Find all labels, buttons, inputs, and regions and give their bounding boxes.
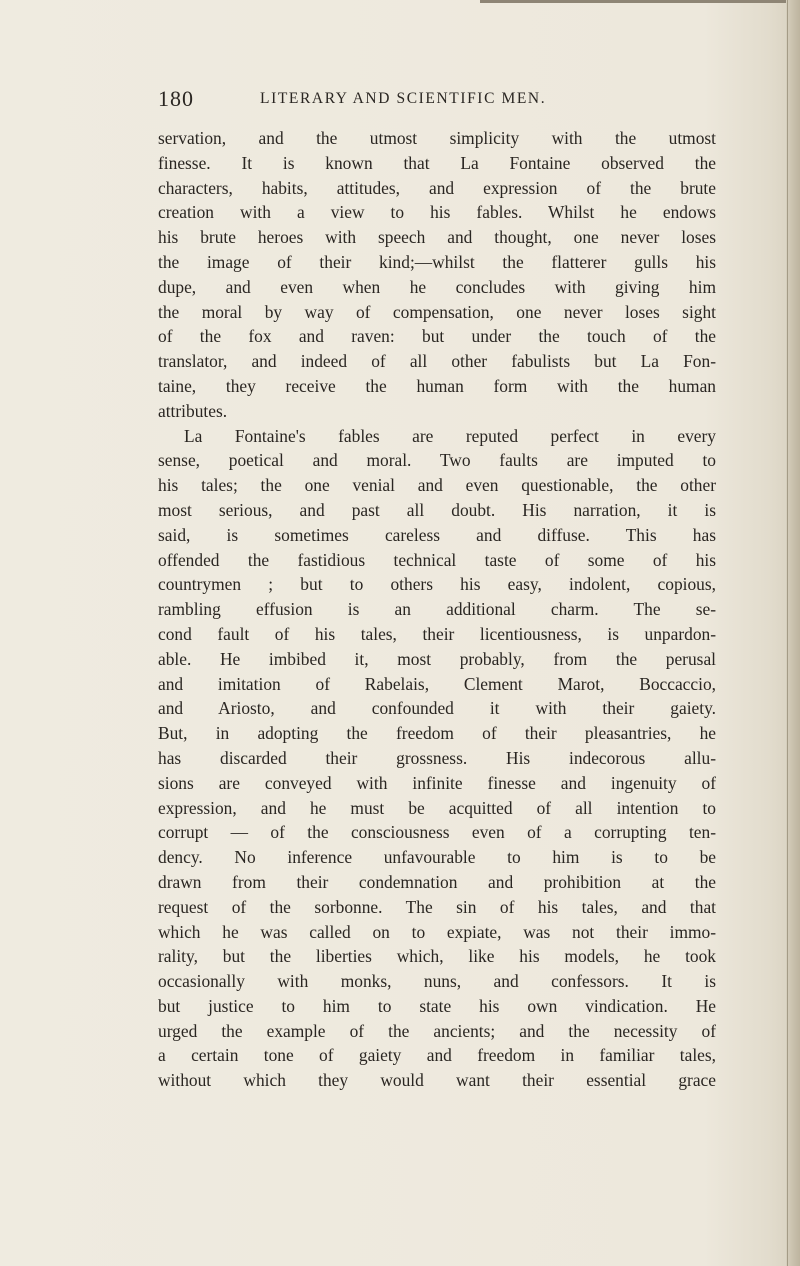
text-line: characters, habits, attitudes, and expression of the brute [158,177,716,198]
text-line: But, in adopting the freedom of their pleasantries, he [158,723,716,744]
text-line: drawn from their condemnation and prohibition at the [158,871,716,892]
page-header [158,86,718,116]
text-line: but justice to him to state his own vindication. He [158,995,716,1016]
text-line: the image of their kind;—whilst the flatterer gulls his [158,251,716,272]
text-line: his brute heroes with speech and thought, one never loses [158,227,716,248]
page-number: 180 [158,86,194,111]
text-line: attributes. [158,400,228,421]
text-line: which he was called on to expiate, was not their immo- [158,921,716,942]
text-line: rality, but the liberties which, like his models, he took [158,946,716,967]
text-line: rambling effusion is an additional charm. The se- [158,599,716,620]
text-line: dency. No inference unfavourable to him is to be [158,847,716,868]
text-line: dupe, and even when he concludes with giving him [158,276,716,297]
text-line: has discarded their grossness. His indecorous allu- [158,747,716,768]
gutter-line [787,0,788,1266]
page-gutter-shadow [786,0,800,1266]
top-edge-rule [480,0,800,3]
text-line: taine, they receive the human form with the human [158,375,716,396]
text-line: countrymen ; but to others his easy, indolent, copious, [158,574,716,595]
text-line: most serious, and past all doubt. His narration, it is [158,499,716,520]
text-line: a certain tone of gaiety and freedom in familiar tales, [158,1045,716,1066]
text-line: La Fontaine's fables are reputed perfect in every [184,425,716,446]
text-line: offended the fastidious technical taste of some of his [158,549,716,570]
text-line: sense, poetical and moral. Two faults are imputed to [158,450,716,471]
text-line: his tales; the one venial and even questionable, the other [158,475,716,496]
text-line: creation with a view to his fables. Whilst he endows [158,202,716,223]
text-line: expression, and he must be acquitted of all intention to [158,797,716,818]
running-head: LITERARY AND SCIENTIFIC MEN. [260,90,547,107]
text-line: sions are conveyed with infinite finesse and ingenuity of [158,772,716,793]
text-line: and imitation of Rabelais, Clement Marot, Boccaccio, [158,673,716,694]
text-line: said, is sometimes careless and diffuse. This has [158,524,716,545]
text-line: corrupt — of the consciousness even of a corrupting ten- [158,822,716,843]
text-line: and Ariosto, and confounded it with their gaiety. [158,698,716,719]
text-line: request of the sorbonne. The sin of his tales, and that [158,896,716,917]
text-line: occasionally with monks, nuns, and confessors. It is [158,971,716,992]
text-line: of the fox and raven: but under the touch of the [158,326,716,347]
text-line: without which they would want their essential grace [158,1070,716,1091]
text-line: translator, and indeed of all other fabulists but La Fon- [158,351,716,372]
text-line: urged the example of the ancients; and the necessity of [158,1020,716,1041]
text-line: able. He imbibed it, most probably, from the perusal [158,648,716,669]
body-text [158,126,716,1093]
text-line: finesse. It is known that La Fontaine observed the [158,152,716,173]
text-line: cond fault of his tales, their licentiousness, is unpardon- [158,623,716,644]
text-line: servation, and the utmost simplicity with the utmost [158,128,716,148]
text-line: the moral by way of compensation, one never loses sight [158,301,716,322]
